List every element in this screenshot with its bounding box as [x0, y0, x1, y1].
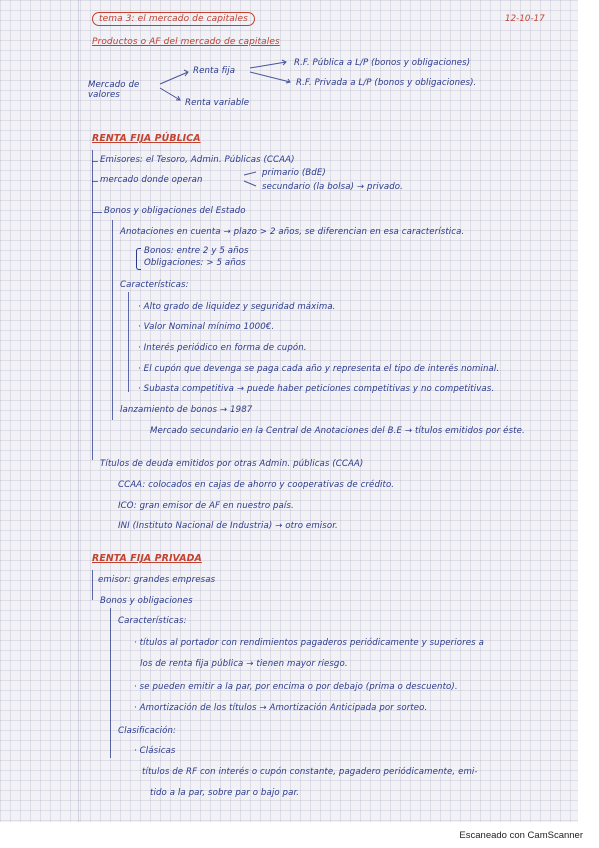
rfp-lanzamiento: lanzamiento de bonos → 1987: [120, 405, 253, 415]
rfp-mercado: mercado donde operan: [100, 175, 203, 185]
page-date: 12-10-17: [505, 14, 545, 24]
diagram-renta-variable: Renta variable: [185, 98, 250, 108]
rfp-titulos-deuda: Títulos de deuda emitidos por otras Admin. públicas (CCAA): [100, 459, 364, 469]
diagram-rf-publica: R.F. Pública a L/P (bonos y obligaciones): [294, 58, 471, 68]
section-subtitle: Productos o AF del mercado de capitales: [92, 37, 280, 47]
rfp-bonos-plazo: Bonos: entre 2 y 5 años: [144, 246, 249, 256]
rfpriv-clasicas-desc-a: títulos de RF con interés o cupón constante, pagadero periódicamente, emi-: [142, 767, 478, 777]
rfp-obligaciones-plazo: Obligaciones: > 5 años: [144, 258, 246, 268]
rfpriv-caracteristica-3: · Amortización de los títulos → Amortización Anticipada por sorteo.: [134, 703, 428, 713]
rfpriv-bonos: Bonos y obligaciones: [100, 596, 193, 606]
rfpriv-emisor: emisor: grandes empresas: [98, 575, 216, 585]
rfp-ccaa: CCAA: colocados en cajas de ahorro y cooperativas de crédito.: [118, 480, 395, 490]
rfp-caracteristica-3: · Interés periódico en forma de cupón.: [138, 343, 307, 353]
rfpriv-clasificacion-label: Clasificación:: [118, 726, 177, 736]
rfp-emisores: Emisores: el Tesoro, Admin. Públicas (CCAA): [100, 155, 295, 165]
diagram-renta-fija: Renta fija: [193, 66, 236, 76]
rfp-mercado-secundario: Mercado secundario en la Central de Anotaciones del B.E → títulos emitidos por éste.: [150, 426, 525, 436]
rfp-caracteristica-2: · Valor Nominal mínimo 1000€.: [138, 322, 275, 332]
rfp-caracteristicas-label: Características:: [120, 280, 189, 290]
rfpriv-caracteristicas-label: Características:: [118, 616, 187, 626]
rfp-ico: ICO: gran emisor de AF en nuestro país.: [118, 501, 294, 511]
rfp-ini: INI (Instituto Nacional de Industria) → otro emisor.: [118, 521, 338, 531]
rfp-secundario: secundario (la bolsa) → privado.: [262, 182, 403, 192]
rfpriv-caracteristica-1a: · títulos al portador con rendimientos pagaderos periódicamente y superiores a: [134, 638, 484, 648]
rfpriv-caracteristica-2: · se pueden emitir a la par, por encima o por debajo (prima o descuento).: [134, 682, 458, 692]
rfp-caracteristica-4: · El cupón que devenga se paga cada año y representa el tipo de interés nominal.: [138, 364, 500, 374]
heading-rf-publica: RENTA FIJA PÚBLICA: [92, 133, 201, 144]
rfp-anotaciones: Anotaciones en cuenta → plazo > 2 años, se diferencian en esa característica.: [120, 227, 465, 237]
rfp-caracteristica-1: · Alto grado de liquidez y seguridad máxima.: [138, 302, 336, 312]
rfpriv-clasicas-desc-b: tido a la par, sobre par o bajo par.: [150, 788, 300, 798]
heading-rf-privada: RENTA FIJA PRIVADA: [92, 553, 202, 564]
rfp-primario: primario (BdE): [262, 168, 326, 178]
diagram-root: Mercado de valores: [88, 80, 140, 100]
rfp-bonos-estado: Bonos y obligaciones del Estado: [104, 206, 246, 216]
rfpriv-clasicas: · Clásicas: [134, 746, 176, 756]
diagram-rf-privada: R.F. Privada a L/P (bonos y obligaciones).: [296, 78, 477, 88]
scanner-watermark: Escaneado con CamScanner: [459, 830, 583, 841]
page-title: tema 3: el mercado de capitales: [92, 12, 255, 26]
rfp-caracteristica-5: · Subasta competitiva → puede haber peticiones competitivas y no competitivas.: [138, 384, 495, 394]
rfpriv-caracteristica-1b: los de renta fija pública → tienen mayor riesgo.: [140, 659, 348, 669]
